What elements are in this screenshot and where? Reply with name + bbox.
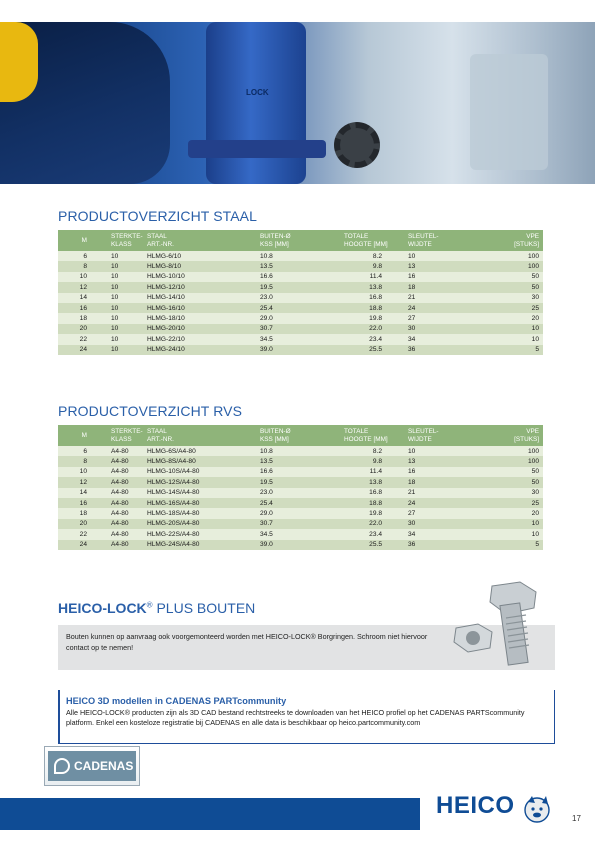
table-row bbox=[58, 261, 543, 271]
column-header: TOTALE HOOGTE [MM] bbox=[344, 428, 388, 443]
table-cell: A4-80 bbox=[111, 468, 129, 476]
column-header: STERKTE- KLASS bbox=[111, 233, 143, 248]
table-cell: 24 bbox=[79, 541, 87, 549]
table-cell: 25 bbox=[531, 304, 539, 312]
table-cell: 30 bbox=[531, 489, 539, 497]
table-cell: 23.0 bbox=[260, 489, 273, 497]
table-cell: 50 bbox=[531, 283, 539, 291]
table-cell: 18 bbox=[408, 478, 416, 486]
table-row bbox=[58, 498, 543, 508]
table-cell: 50 bbox=[531, 273, 539, 281]
cadenas-logo-text: CADENAS bbox=[74, 759, 134, 773]
table-cell: 16 bbox=[408, 468, 416, 476]
table-cell: HLMG-24/10 bbox=[147, 346, 185, 354]
bolt-image bbox=[448, 578, 558, 668]
table-cell: 16 bbox=[79, 499, 87, 507]
table-cell: 10 bbox=[111, 315, 119, 323]
gear bbox=[334, 122, 380, 168]
table-cell: HLMG-22S/A4-80 bbox=[147, 530, 200, 538]
cadenas-bar bbox=[58, 690, 60, 744]
heico-lock-title bbox=[58, 600, 255, 616]
table-cell: 19.5 bbox=[260, 283, 273, 291]
table-cell: 36 bbox=[408, 541, 416, 549]
table-row bbox=[58, 540, 543, 550]
table-cell: 50 bbox=[531, 468, 539, 476]
table-cell: 25.5 bbox=[369, 346, 382, 354]
table-cell: 25.5 bbox=[369, 541, 382, 549]
table-cell: 22.0 bbox=[369, 520, 382, 528]
cadenas-box bbox=[58, 690, 555, 744]
table-cell: 27 bbox=[408, 510, 416, 518]
table-cell: 6 bbox=[83, 252, 87, 260]
footer-band bbox=[0, 798, 420, 830]
cadenas-text: Alle HEICO-LOCK® producten zijn als 3D CAD bestand rechtstreeks te downloaden van het HEICO profiel op het CADENAS PARTScommunity platform. Enkel een kosteloze registratie bij CADENAS en alle data is beschikbaar op heico.partcommunity.com bbox=[66, 707, 525, 727]
table-cell: 10 bbox=[531, 530, 539, 538]
table-cell: 23.0 bbox=[260, 294, 273, 302]
rvs-table bbox=[58, 425, 543, 550]
table-cell: A4-80 bbox=[111, 447, 129, 455]
table-cell: 20 bbox=[531, 315, 539, 323]
table-cell: 100 bbox=[527, 263, 539, 271]
table-row bbox=[58, 293, 543, 303]
table-cell: HLMG-6/10 bbox=[147, 252, 182, 260]
table-cell: A4-80 bbox=[111, 458, 129, 466]
table-cell: 13.5 bbox=[260, 263, 273, 271]
table-cell: 18 bbox=[408, 283, 416, 291]
table-cell: 10 bbox=[111, 335, 119, 343]
table-cell: 8 bbox=[83, 263, 87, 271]
table-header bbox=[58, 230, 543, 251]
table-cell: HLMG-12S/A4-80 bbox=[147, 478, 200, 486]
table-cell: 10 bbox=[408, 447, 416, 455]
table-cell: HLMG-20S/A4-80 bbox=[147, 520, 200, 528]
table-cell: HLMG-10/10 bbox=[147, 273, 185, 281]
cadenas-logo-tile bbox=[48, 751, 136, 781]
table-cell: A4-80 bbox=[111, 530, 129, 538]
table-cell: 10 bbox=[111, 304, 119, 312]
table-cell: 18.8 bbox=[369, 499, 382, 507]
table-cell: 8.2 bbox=[372, 252, 382, 260]
table-row bbox=[58, 303, 543, 313]
table-cell: 13 bbox=[408, 458, 416, 466]
table-row bbox=[58, 324, 543, 334]
heico-lock-text: Bouten kunnen op aanvraag ook voorgemonteerd worden met HEICO-LOCK® Borgringen. Schroom niet hiervoor contact op te nemen! bbox=[66, 632, 428, 652]
rvs-title: PRODUCTOVERZICHT RVS bbox=[58, 403, 243, 419]
table-cell: HLMG-18/10 bbox=[147, 315, 185, 323]
background-pipe bbox=[470, 54, 548, 170]
table-cell: HLMG-24S/A4-80 bbox=[147, 541, 200, 549]
table-cell: 10.8 bbox=[260, 252, 273, 260]
table-cell: 18 bbox=[79, 315, 87, 323]
column-header: BUITEN-Ø KSS [MM] bbox=[260, 428, 291, 443]
table-cell: 19.8 bbox=[369, 510, 382, 518]
table-cell: 5 bbox=[535, 346, 539, 354]
table-body bbox=[58, 251, 543, 355]
table-row bbox=[58, 251, 543, 261]
table-cell: 100 bbox=[527, 252, 539, 260]
cadenas-title: HEICO 3D modellen in CADENAS PARTcommunity bbox=[66, 696, 287, 706]
table-cell: 19.8 bbox=[369, 315, 382, 323]
table-cell: 36 bbox=[408, 346, 416, 354]
table-cell: 34 bbox=[408, 335, 416, 343]
table-cell: 10 bbox=[111, 346, 119, 354]
table-cell: 13.8 bbox=[369, 283, 382, 291]
table-cell: 30 bbox=[408, 520, 416, 528]
table-cell: 10 bbox=[79, 468, 87, 476]
table-cell: HLMG-18S/A4-80 bbox=[147, 510, 200, 518]
table-cell: 11.4 bbox=[369, 468, 382, 476]
table-cell: 13 bbox=[408, 263, 416, 271]
column-header: STERKTE- KLASS bbox=[111, 428, 143, 443]
table-cell: HLMG-8S/A4-80 bbox=[147, 458, 196, 466]
table-cell: 11.4 bbox=[369, 273, 382, 281]
table-cell: 10 bbox=[111, 273, 119, 281]
table-cell: 23.4 bbox=[369, 530, 382, 538]
table-cell: 39.0 bbox=[260, 346, 273, 354]
table-row bbox=[58, 529, 543, 539]
table-cell: HLMG-6S/A4-80 bbox=[147, 447, 196, 455]
table-cell: 10 bbox=[111, 283, 119, 291]
table-row bbox=[58, 488, 543, 498]
table-cell: 12 bbox=[79, 478, 87, 486]
table-cell: 10 bbox=[531, 520, 539, 528]
column-header: M bbox=[81, 236, 87, 244]
table-cell: 16.6 bbox=[260, 468, 273, 476]
table-cell: 10 bbox=[111, 294, 119, 302]
table-cell: 10 bbox=[79, 273, 87, 281]
table-cell: HLMG-14/10 bbox=[147, 294, 185, 302]
table-cell: 16.8 bbox=[369, 489, 382, 497]
table-cell: 25.4 bbox=[260, 304, 273, 312]
table-cell: 25.4 bbox=[260, 499, 273, 507]
table-row bbox=[58, 345, 543, 355]
table-cell: 34.5 bbox=[260, 530, 273, 538]
table-cell: 25 bbox=[531, 499, 539, 507]
registered-mark: ® bbox=[146, 600, 153, 610]
valve-flange bbox=[188, 140, 326, 158]
heico-lock-title-bold: HEICO-LOCK bbox=[58, 600, 147, 616]
table-cell: 14 bbox=[79, 489, 87, 497]
table-cell: 29.0 bbox=[260, 510, 273, 518]
table-cell: 20 bbox=[79, 325, 87, 333]
table-cell: HLMG-14S/A4-80 bbox=[147, 489, 200, 497]
table-cell: 16.6 bbox=[260, 273, 273, 281]
table-cell: 16 bbox=[408, 273, 416, 281]
valve bbox=[206, 22, 306, 184]
table-cell: 13.8 bbox=[369, 478, 382, 486]
table-row bbox=[58, 272, 543, 282]
table-row bbox=[58, 519, 543, 529]
column-header: BUITEN-Ø KSS [MM] bbox=[260, 233, 291, 248]
table-row bbox=[58, 456, 543, 466]
table-cell: 100 bbox=[527, 458, 539, 466]
table-cell: HLMG-10S/A4-80 bbox=[147, 468, 200, 476]
table-cell: 10 bbox=[111, 263, 119, 271]
table-cell: HLMG-22/10 bbox=[147, 335, 185, 343]
cadenas-mark-icon bbox=[54, 758, 70, 774]
column-header: M bbox=[81, 431, 87, 439]
staal-table bbox=[58, 230, 543, 355]
table-row bbox=[58, 282, 543, 292]
header-photo bbox=[0, 22, 595, 184]
table-cell: 20 bbox=[79, 520, 87, 528]
table-cell: 10 bbox=[111, 325, 119, 333]
table-cell: A4-80 bbox=[111, 478, 129, 486]
table-cell: 5 bbox=[535, 541, 539, 549]
table-body bbox=[58, 446, 543, 550]
table-cell: 22 bbox=[79, 335, 87, 343]
table-cell: HLMG-8/10 bbox=[147, 263, 182, 271]
table-cell: 29.0 bbox=[260, 315, 273, 323]
column-header: STAAL ART.-NR. bbox=[147, 233, 174, 248]
table-cell: A4-80 bbox=[111, 541, 129, 549]
table-cell: HLMG-16/10 bbox=[147, 304, 185, 312]
table-cell: 24 bbox=[408, 499, 416, 507]
column-header: VPE [STUKS] bbox=[514, 428, 539, 443]
table-cell: 10 bbox=[111, 252, 119, 260]
table-cell: 6 bbox=[83, 447, 87, 455]
table-cell: 9.8 bbox=[372, 263, 382, 271]
table-cell: 9.8 bbox=[372, 458, 382, 466]
table-cell: HLMG-12/10 bbox=[147, 283, 185, 291]
page-number: 17 bbox=[572, 814, 581, 823]
table-cell: 10 bbox=[408, 252, 416, 260]
table-cell: 19.5 bbox=[260, 478, 273, 486]
table-row bbox=[58, 313, 543, 323]
heico-logo: HEICO bbox=[436, 792, 515, 819]
table-row bbox=[58, 467, 543, 477]
table-cell: 24 bbox=[79, 346, 87, 354]
table-cell: 22 bbox=[79, 530, 87, 538]
column-header: SLEUTEL- WIJDTE bbox=[408, 233, 439, 248]
table-cell: A4-80 bbox=[111, 499, 129, 507]
column-header: TOTALE HOOGTE [MM] bbox=[344, 233, 388, 248]
table-cell: A4-80 bbox=[111, 510, 129, 518]
valve-label: LOCK bbox=[246, 88, 269, 97]
dog-mascot-icon bbox=[522, 793, 552, 825]
table-cell: 21 bbox=[408, 489, 416, 497]
table-cell: 22.0 bbox=[369, 325, 382, 333]
table-cell: 34.5 bbox=[260, 335, 273, 343]
table-cell: 12 bbox=[79, 283, 87, 291]
table-cell: 18.8 bbox=[369, 304, 382, 312]
table-cell: 10 bbox=[531, 325, 539, 333]
table-row bbox=[58, 446, 543, 456]
table-cell: 13.5 bbox=[260, 458, 273, 466]
table-cell: 8 bbox=[83, 458, 87, 466]
table-row bbox=[58, 477, 543, 487]
cadenas-logo[interactable] bbox=[44, 746, 140, 786]
table-cell: 23.4 bbox=[369, 335, 382, 343]
table-cell: HLMG-16S/A4-80 bbox=[147, 499, 200, 507]
table-cell: A4-80 bbox=[111, 489, 129, 497]
table-cell: 30 bbox=[408, 325, 416, 333]
table-cell: 50 bbox=[531, 478, 539, 486]
heico-lock-title-rest: PLUS BOUTEN bbox=[152, 600, 256, 616]
table-cell: 8.2 bbox=[372, 447, 382, 455]
table-cell: 24 bbox=[408, 304, 416, 312]
table-cell: 21 bbox=[408, 294, 416, 302]
table-cell: 14 bbox=[79, 294, 87, 302]
table-cell: 18 bbox=[79, 510, 87, 518]
table-cell: 100 bbox=[527, 447, 539, 455]
table-cell: 27 bbox=[408, 315, 416, 323]
table-cell: 39.0 bbox=[260, 541, 273, 549]
table-cell: 16.8 bbox=[369, 294, 382, 302]
column-header: SLEUTEL- WIJDTE bbox=[408, 428, 439, 443]
staal-title: PRODUCTOVERZICHT STAAL bbox=[58, 208, 258, 224]
table-cell: 20 bbox=[531, 510, 539, 518]
column-header: VPE [STUKS] bbox=[514, 233, 539, 248]
table-cell: 30.7 bbox=[260, 325, 273, 333]
table-cell: 30.7 bbox=[260, 520, 273, 528]
table-cell: 16 bbox=[79, 304, 87, 312]
table-cell: 30 bbox=[531, 294, 539, 302]
table-cell: HLMG-20/10 bbox=[147, 325, 185, 333]
table-row bbox=[58, 508, 543, 518]
table-header bbox=[58, 425, 543, 446]
glove bbox=[0, 22, 38, 102]
table-cell: A4-80 bbox=[111, 520, 129, 528]
table-row bbox=[58, 334, 543, 344]
table-cell: 34 bbox=[408, 530, 416, 538]
table-cell: 10 bbox=[531, 335, 539, 343]
table-cell: 10.8 bbox=[260, 447, 273, 455]
column-header: STAAL ART.-NR. bbox=[147, 428, 174, 443]
